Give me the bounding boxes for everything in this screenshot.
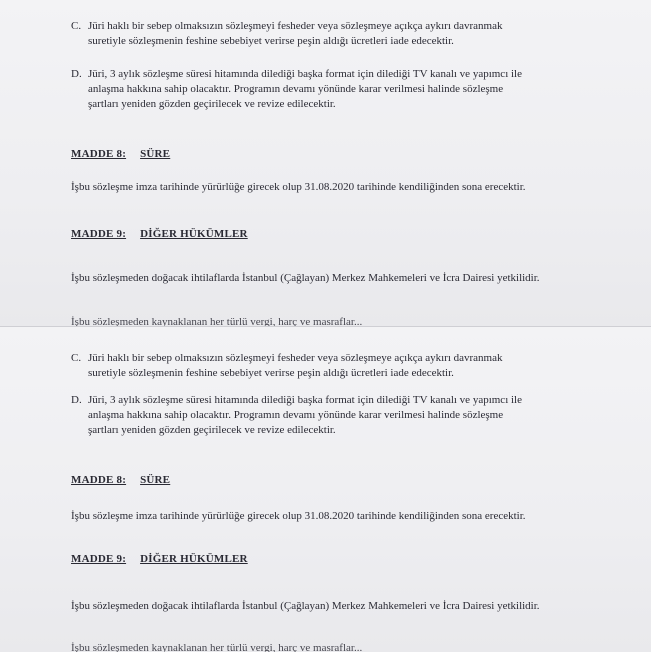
clause-d-line1: Jüri, 3 aylık sözleşme süresi hitamında dilediği başka format için dilediği TV kanalı ve yapımcı ile [88, 394, 522, 406]
madde8-number: MADDE 8: [71, 148, 127, 160]
clause-c-line2: suretiyle sözleşmenin feshine sebebiyet verirse peşin aldığı ücretleri iade edecektir. [88, 35, 454, 47]
clause-c-line2: suretiyle sözleşmenin feshine sebebiyet verirse peşin aldığı ücretleri iade edecektir. [88, 367, 454, 379]
madde9-title: DİĞER HÜKÜMLER [140, 228, 248, 240]
clause-d [71, 67, 588, 112]
clause-c [71, 19, 588, 49]
clause-c-letter: C. [71, 352, 82, 364]
madde8-heading [71, 148, 170, 160]
madde8-heading [71, 474, 170, 486]
clause-d-line1: Jüri, 3 aylık sözleşme süresi hitamında dilediği başka format için dilediği TV kanalı ve yapımcı ile [88, 68, 522, 80]
clause-c-line1: Jüri haklı bir sebep olmaksızın sözleşmeyi fesheder veya sözleşmeye açıkça aykırı davranmak [88, 20, 503, 32]
madde8-text: İşbu sözleşme imza tarihinde yürürlüğe girecek olup 31.08.2020 tarihinde kendiliğinden sona erecektir. [71, 510, 526, 522]
clause-d-line3: şartları yeniden gözden geçirilecek ve revize edilecektir. [88, 98, 336, 110]
madde9-title: DİĞER HÜKÜMLER [140, 553, 248, 565]
document-page-bottom [0, 326, 651, 652]
madde8-number: MADDE 8: [71, 474, 127, 486]
madde9-heading [71, 228, 248, 240]
madde9-number: MADDE 9: [71, 553, 127, 565]
clause-c [71, 351, 588, 381]
madde9-number: MADDE 9: [71, 228, 127, 240]
clause-d-line2: anlaşma hakkına sahip olacaktır. Programın devamı yönünde karar verilmesi halinde sözleşme [88, 83, 504, 95]
madde9-text: İşbu sözleşmeden doğacak ihtilaflarda İstanbul (Çağlayan) Merkez Mahkemeleri ve İcra Dairesi yetkilidir. [71, 272, 540, 284]
madde8-title: SÜRE [140, 474, 171, 486]
cutoff-text: İşbu sözleşmeden kaynaklanan her türlü vergi, harç ve masraflar... [71, 316, 363, 326]
cutoff-text: İşbu sözleşmeden kaynaklanan her türlü vergi, harç ve masraflar... [71, 642, 363, 652]
clause-c-letter: C. [71, 20, 82, 32]
clause-c-line1: Jüri haklı bir sebep olmaksızın sözleşmeyi fesheder veya sözleşmeye açıkça aykırı davranmak [88, 352, 503, 364]
clause-d-letter: D. [71, 68, 82, 80]
madde8-text: İşbu sözleşme imza tarihinde yürürlüğe girecek olup 31.08.2020 tarihinde kendiliğinden sona erecektir. [71, 181, 526, 193]
clause-d-letter: D. [71, 394, 82, 406]
clause-d-line3: şartları yeniden gözden geçirilecek ve revize edilecektir. [88, 424, 336, 436]
madde9-heading [71, 553, 248, 565]
clause-d-line2: anlaşma hakkına sahip olacaktır. Programın devamı yönünde karar verilmesi halinde sözleşme [88, 409, 504, 421]
clause-d [71, 393, 588, 438]
madde9-text: İşbu sözleşmeden doğacak ihtilaflarda İstanbul (Çağlayan) Merkez Mahkemeleri ve İcra Dairesi yetkilidir. [71, 600, 540, 612]
madde8-title: SÜRE [140, 148, 171, 160]
